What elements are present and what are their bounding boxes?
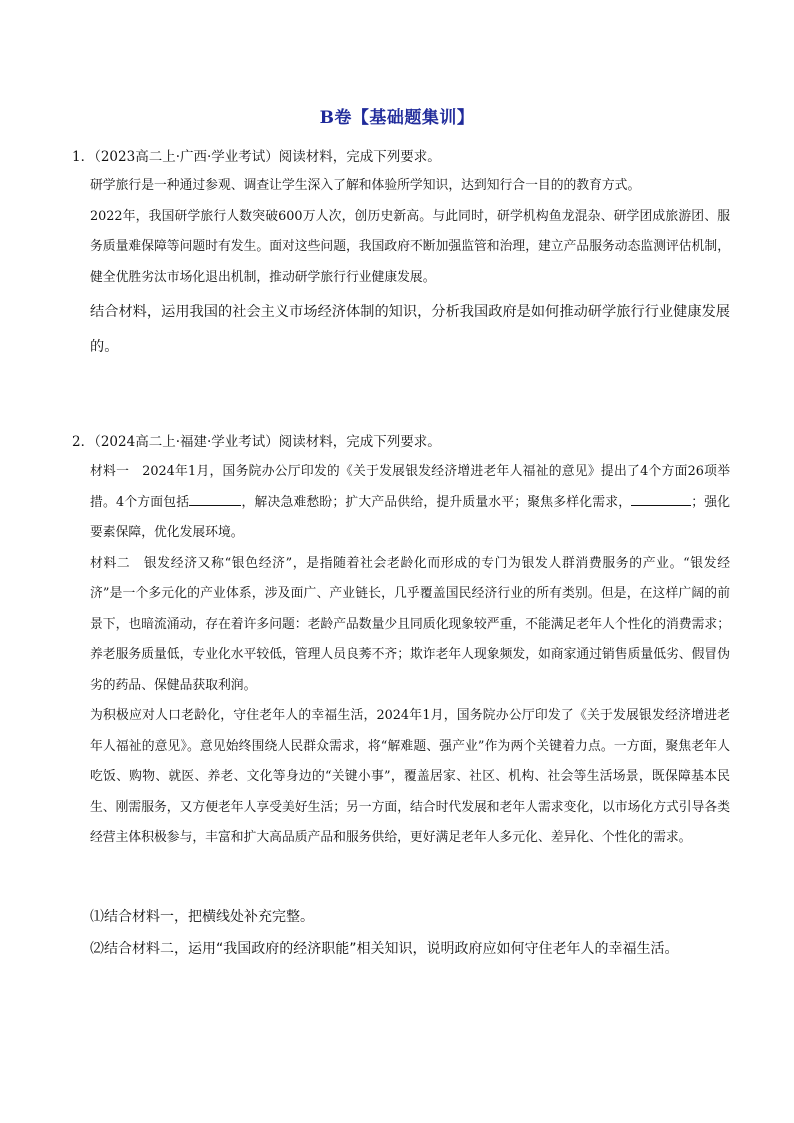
question-2-heading: 2．（2024高二上·福建·学业考试）阅读材料，完成下列要求。 bbox=[72, 434, 441, 450]
question-1-task-text: 结合材料，运用我国的社会主义市场经济体制的知识，分析我国政府是如何推动研学旅行行业健康发展的。 bbox=[90, 304, 730, 355]
material-1 bbox=[90, 457, 730, 549]
material-3: 为积极应对人口老龄化，守住老年人的幸福生活，2024年1月，国务院办公厅印发了《关于发展银发经济增进老年人福祉的意见》。意见始终围绕人民群众需求，将“解难题、强产业”作为两个关键着力点。一方面，聚焦老年人吃饭、购物、就医、养老、文化等身边的“关键小事”，覆盖居家、社区、机构、社会等生活场景，既保障基本民生、刚需服务，又方便老年人享受美好生活；另一方面，结合时代发展和老年人需求变化，以市场化方式引导各类经营主体积极参与，丰富和扩大高品质产品和服务供给，更好满足老年人多元化、差异化、个性化的需求。 bbox=[90, 708, 730, 845]
material-2: 材料二 银发经济又称“银色经济”，是指随着社会老龄化而形成的专门为银发人群消费服务的产业。“银发经济”是一个多元化的产业体系，涉及面广、产业链长，几乎覆盖国民经济行业的所有类别。但是，在这样广阔的前景下，也暗流涌动，存在着许多问题：老龄产品数量少且同质化现象较严重，不能满足老年人个性化的消费需求；养老服务质量低，专业化水平较低，管理人员良莠不齐；欺诈老年人现象频发，如商家通过销售质量低劣、假冒伪劣的药品、保健品获取利润。 bbox=[90, 555, 730, 693]
fill-blank-1 bbox=[189, 491, 241, 506]
sub-question-1: ⑴结合材料一，把横线处补充完整。 bbox=[90, 909, 314, 925]
question-1-paragraph-2: 2022年，我国研学旅行人数突破600万人次，创历史新高。与此同时，研学机构鱼龙混杂、研学团成旅游团、服务质量难保障等问题时有发生。面对这些问题，我国政府不断加强监管和治理，建立产品服务动态监测评估机制，健全优胜劣汰市场化退出机制，推动研学旅行行业健康发展。 bbox=[90, 208, 730, 285]
page-title: B卷【基础题集训】 bbox=[319, 108, 475, 128]
sub-question-2: ⑵结合材料二，运用“我国政府的经济职能”相关知识，说明政府应如何守住老年人的幸福生活。 bbox=[90, 941, 679, 957]
material-1-part-b: ，解决急难愁盼；扩大产品供给，提升质量水平；聚焦多样化需求， bbox=[241, 494, 632, 510]
fill-blank-2 bbox=[631, 491, 691, 506]
question-1-heading: 1．（2023高二上·广西·学业考试）阅读材料，完成下列要求。 bbox=[72, 149, 441, 165]
material-1-part-a: 材料一 2024年1月，国务院办公厅印发的《关于发展银发经济增进老年人福祉的意见》提出了4个方面26项举措。4个方面包括 bbox=[90, 464, 730, 510]
question-1-paragraph-1: 研学旅行是一种通过参观、调查让学生深入了解和体验所学知识，达到知行合一目的的教育方式。 bbox=[90, 178, 641, 193]
question-1-material bbox=[90, 171, 730, 293]
material-1-part-c: ；强化要素保障，优化发展环境。 bbox=[90, 494, 730, 540]
question-2-material bbox=[90, 457, 730, 854]
question-1-task bbox=[90, 295, 730, 365]
